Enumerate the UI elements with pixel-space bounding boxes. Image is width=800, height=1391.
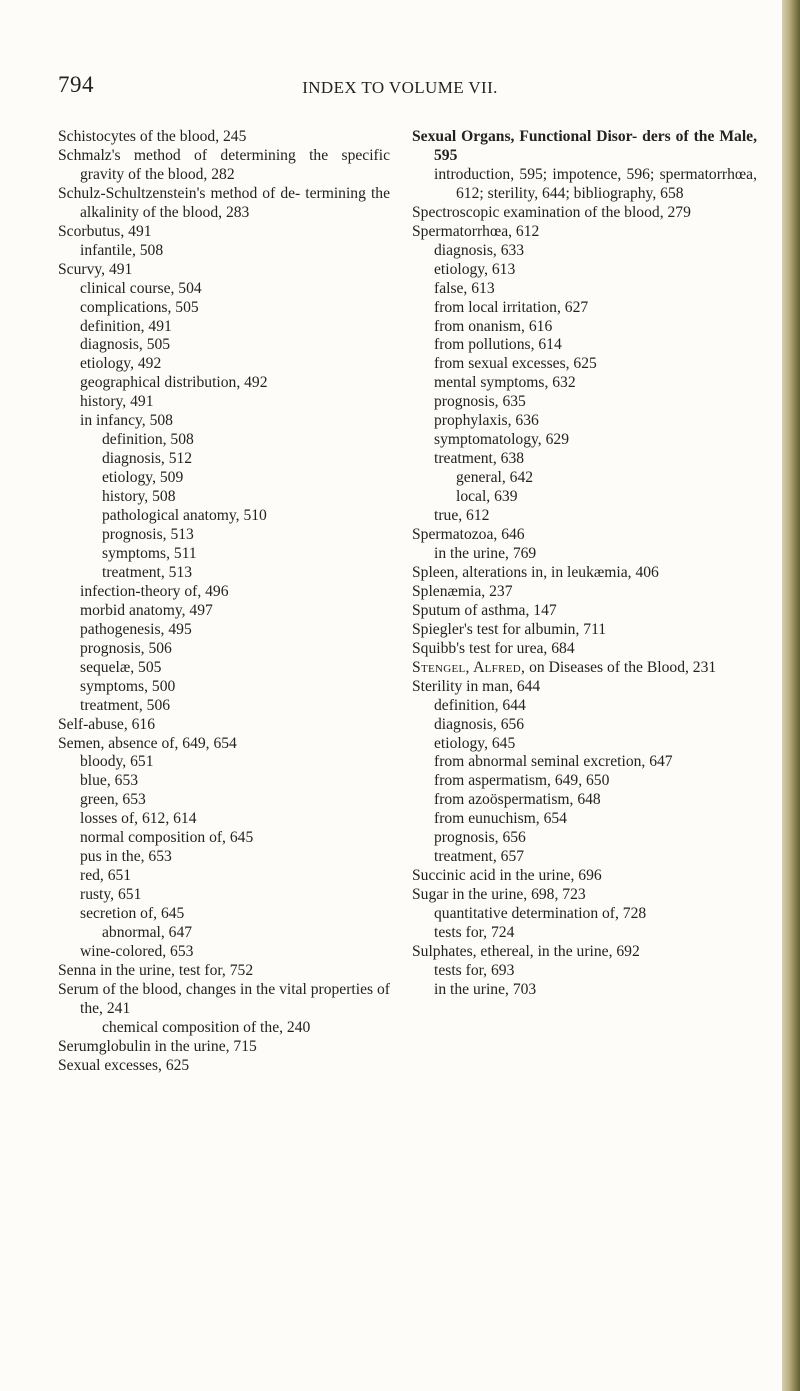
index-entry: prognosis, 513 [102, 526, 194, 544]
index-entry: treatment, 513 [102, 563, 193, 581]
index-entry: Squibb's test for urea, 684 [412, 639, 575, 657]
index-entry: prophylaxis, 636 [434, 412, 539, 430]
index-entry: introduction, 595; impotence, 596; spermatorrhœa, 612; sterility, 644; bibliography, 658 [434, 165, 757, 202]
index-entry: tests for, 724 [434, 924, 515, 942]
index-entry: infection-theory of, 496 [80, 582, 229, 600]
index-entry: treatment, 657 [434, 848, 525, 866]
index-entry: from aspermatism, 649, 650 [434, 772, 610, 790]
index-entry: bloody, 651 [80, 753, 154, 771]
index-entry: mental symptoms, 632 [434, 374, 576, 392]
index-entry: sequelæ, 505 [80, 658, 162, 676]
index-entry: Schistocytes of the blood, 245 [58, 128, 247, 145]
index-entry: treatment, 638 [434, 450, 525, 468]
running-head: INDEX TO VOLUME VII. [302, 78, 498, 97]
index-entry: diagnosis, 656 [434, 715, 525, 733]
index-entry: Spermatorrhœa, 612 [412, 222, 540, 240]
index-entry: diagnosis, 505 [80, 336, 171, 354]
index-entry: tests for, 693 [434, 961, 515, 979]
index-entry: from onanism, 616 [434, 317, 553, 335]
index-entry: Spleen, alterations in, in leukæmia, 406 [412, 563, 659, 581]
index-entry: diagnosis, 512 [102, 450, 193, 468]
index-entry: prognosis, 506 [80, 639, 172, 657]
index-entry: in the urine, 769 [434, 544, 537, 562]
index-entry: morbid anatomy, 497 [80, 601, 213, 619]
index-entry: pathogenesis, 495 [80, 620, 192, 638]
index-entry: blue, 653 [80, 772, 139, 790]
index-entry: local, 639 [456, 488, 518, 506]
index-entry: from sexual excesses, 625 [434, 355, 597, 373]
index-entry: Sterility in man, 644 [412, 677, 541, 695]
index-entry: green, 653 [80, 791, 146, 809]
index-entry: etiology, 492 [80, 355, 162, 373]
index-entry: quantitative determination of, 728 [434, 905, 647, 923]
index-entry: symptoms, 500 [80, 677, 176, 695]
index-entry: Schulz-Schultzenstein's method of de- termining the alkalinity of the blood, 283 [58, 184, 390, 221]
index-entry: Sexual Organs, Functional Disor- ders of the Male, 595 [412, 128, 757, 164]
index-entry: Spiegler's test for albumin, 711 [412, 620, 607, 638]
index-entry: Spermatozoa, 646 [412, 526, 525, 544]
index-entry: clinical course, 504 [80, 279, 202, 297]
index-entry: Sputum of asthma, 147 [412, 601, 557, 619]
index-entry: prognosis, 656 [434, 829, 526, 847]
page-edge [782, 0, 800, 1391]
index-column-left [58, 128, 390, 1076]
index-entry: in the urine, 703 [434, 980, 537, 998]
index-column-right [412, 128, 757, 1000]
index-entry: from eunuchism, 654 [434, 810, 567, 828]
index-entry: Sulphates, ethereal, in the urine, 692 [412, 942, 640, 960]
index-entry: Senna in the urine, test for, 752 [58, 961, 254, 979]
index-entry: etiology, 645 [434, 734, 516, 752]
index-entry-author: Stengel, Alfred, [412, 658, 526, 676]
index-entry: Succinic acid in the urine, 696 [412, 867, 602, 885]
index-entry: from pollutions, 614 [434, 336, 562, 354]
index-entry: prognosis, 635 [434, 393, 526, 411]
index-entry: rusty, 651 [80, 886, 142, 904]
index-entry: wine-colored, 653 [80, 942, 194, 960]
index-entry: from azoöspermatism, 648 [434, 791, 601, 809]
index-entry: Sugar in the urine, 698, 723 [412, 886, 586, 904]
index-entry: etiology, 509 [102, 469, 184, 487]
index-entry: general, 642 [456, 469, 534, 487]
index-entry: Serum of the blood, changes in the vital properties of the, 241 [58, 980, 390, 1017]
index-entry: Schmalz's method of determining the specific gravity of the blood, 282 [58, 146, 390, 183]
index-entry: false, 613 [434, 279, 495, 297]
index-entry: treatment, 506 [80, 696, 171, 714]
page-number: 794 [58, 72, 94, 97]
index-entry: pathological anatomy, 510 [102, 507, 267, 525]
index-entry: etiology, 613 [434, 260, 516, 278]
index-entry: Self-abuse, 616 [58, 715, 156, 733]
index-entry: history, 491 [80, 393, 154, 411]
index-entry: from abnormal seminal excretion, 647 [434, 753, 673, 771]
index-entry: secretion of, 645 [80, 905, 185, 923]
index-entry: Stengel, Alfred, on Diseases of the Blood, 231 [412, 658, 717, 676]
index-entry: Splenæmia, 237 [412, 582, 513, 600]
index-entry: Spectroscopic examination of the blood, 279 [412, 203, 691, 221]
index-entry: symptomatology, 629 [434, 431, 569, 449]
index-entry: Semen, absence of, 649, 654 [58, 734, 237, 752]
index-entry: red, 651 [80, 867, 132, 885]
index-entry: pus in the, 653 [80, 848, 172, 866]
index-entry: complications, 505 [80, 298, 199, 316]
index-entry: true, 612 [434, 507, 490, 525]
index-entry: definition, 508 [102, 431, 194, 449]
index-entry: definition, 491 [80, 317, 172, 335]
index-entry: normal composition of, 645 [80, 829, 254, 847]
index-entry: Scurvy, 491 [58, 260, 133, 278]
index-entry: Scorbutus, 491 [58, 222, 152, 240]
index-entry: symptoms, 511 [102, 544, 197, 562]
index-entry: infantile, 508 [80, 241, 164, 259]
index-entry: history, 508 [102, 488, 176, 506]
index-entry: diagnosis, 633 [434, 241, 525, 259]
index-entry: abnormal, 647 [102, 924, 193, 942]
index-entry: geographical distribution, 492 [80, 374, 268, 392]
index-entry: losses of, 612, 614 [80, 810, 197, 828]
index-entry: definition, 644 [434, 696, 526, 714]
index-entry: Sexual excesses, 625 [58, 1056, 190, 1074]
index-entry: Serumglobulin in the urine, 715 [58, 1037, 257, 1055]
index-entry: from local irritation, 627 [434, 298, 589, 316]
index-entry: in infancy, 508 [80, 412, 173, 430]
index-entry: chemical composition of the, 240 [102, 1018, 311, 1036]
